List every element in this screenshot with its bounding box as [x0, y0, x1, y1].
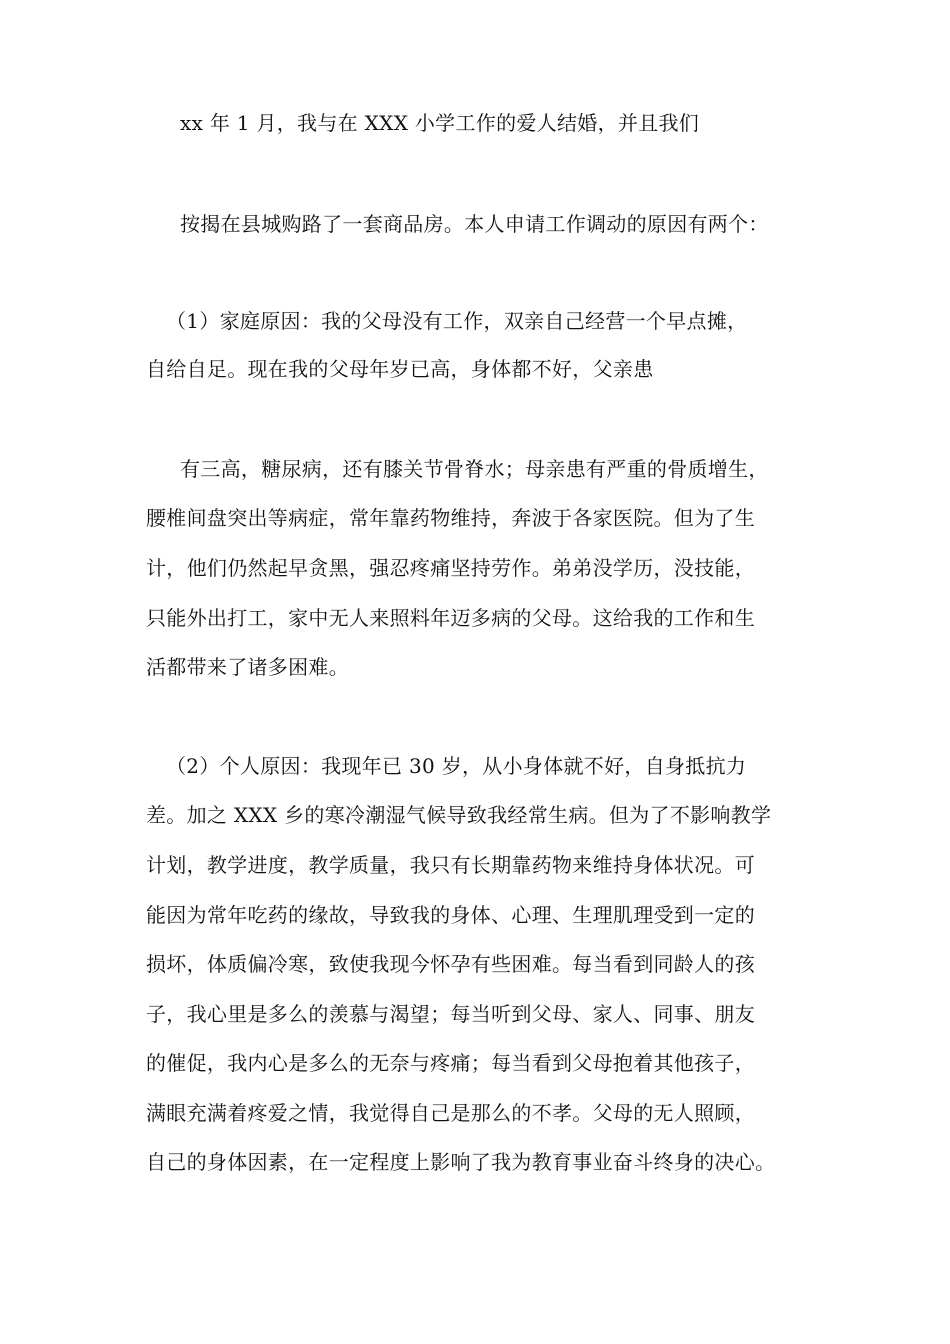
paragraph-5-line-1: （2）个人原因：我现年已 30 岁，从小身体就不好，自身抵抗力 — [166, 754, 747, 778]
paragraph-4-line-4: 只能外出打工，家中无人来照料年迈多病的父母。这给我的工作和生 — [146, 606, 755, 630]
paragraph-4-line-3: 计，他们仍然起早贪黑，强忍疼痛坚持劳作。弟弟没学历，没技能， — [146, 556, 755, 580]
paragraph-5-line-9: 自己的身体因素，在一定程度上影响了我为教育事业奋斗终身的决心。 — [146, 1150, 776, 1174]
paragraph-2-line-1: 按揭在县城购路了一套商品房。本人申请工作调动的原因有两个： — [180, 212, 769, 236]
paragraph-5-line-3: 计划，教学进度，教学质量，我只有长期靠药物来维持身体状况。可 — [146, 853, 755, 877]
paragraph-4-line-2: 腰椎间盘突出等病症，常年靠药物维持，奔波于各家医院。但为了生 — [146, 506, 755, 530]
paragraph-1-line-1: xx 年 1 月，我与在 XXX 小学工作的爱人结婚，并且我们 — [180, 111, 700, 135]
paragraph-3-line-2: 自给自足。现在我的父母年岁已高，身体都不好，父亲患 — [146, 357, 654, 381]
paragraph-4-line-1: 有三高，糖尿病，还有膝关节骨脊水；母亲患有严重的骨质增生， — [180, 457, 769, 481]
paragraph-5-line-2: 差。加之 XXX 乡的寒冷潮湿气候导致我经常生病。但为了不影响教学 — [146, 803, 772, 827]
paragraph-5-line-6: 子，我心里是多么的羡慕与渴望；每当听到父母、家人、同事、朋友 — [146, 1002, 755, 1026]
paragraph-3-line-1: （1）家庭原因：我的父母没有工作，双亲自己经营一个早点摊， — [166, 309, 748, 333]
paragraph-5-line-8: 满眼充满着疼爱之情，我觉得自己是那么的不孝。父母的无人照顾， — [146, 1101, 755, 1125]
paragraph-5-line-5: 损坏，体质偏冷寒，致使我现今怀孕有些困难。每当看到同龄人的孩 — [146, 952, 755, 976]
paragraph-5-line-4: 能因为常年吃药的缘故，导致我的身体、心理、生理肌理受到一定的 — [146, 903, 755, 927]
paragraph-4-line-5: 活都带来了诸多困难。 — [146, 655, 349, 679]
paragraph-5-line-7: 的催促，我内心是多么的无奈与疼痛；每当看到父母抱着其他孩子， — [146, 1051, 755, 1075]
